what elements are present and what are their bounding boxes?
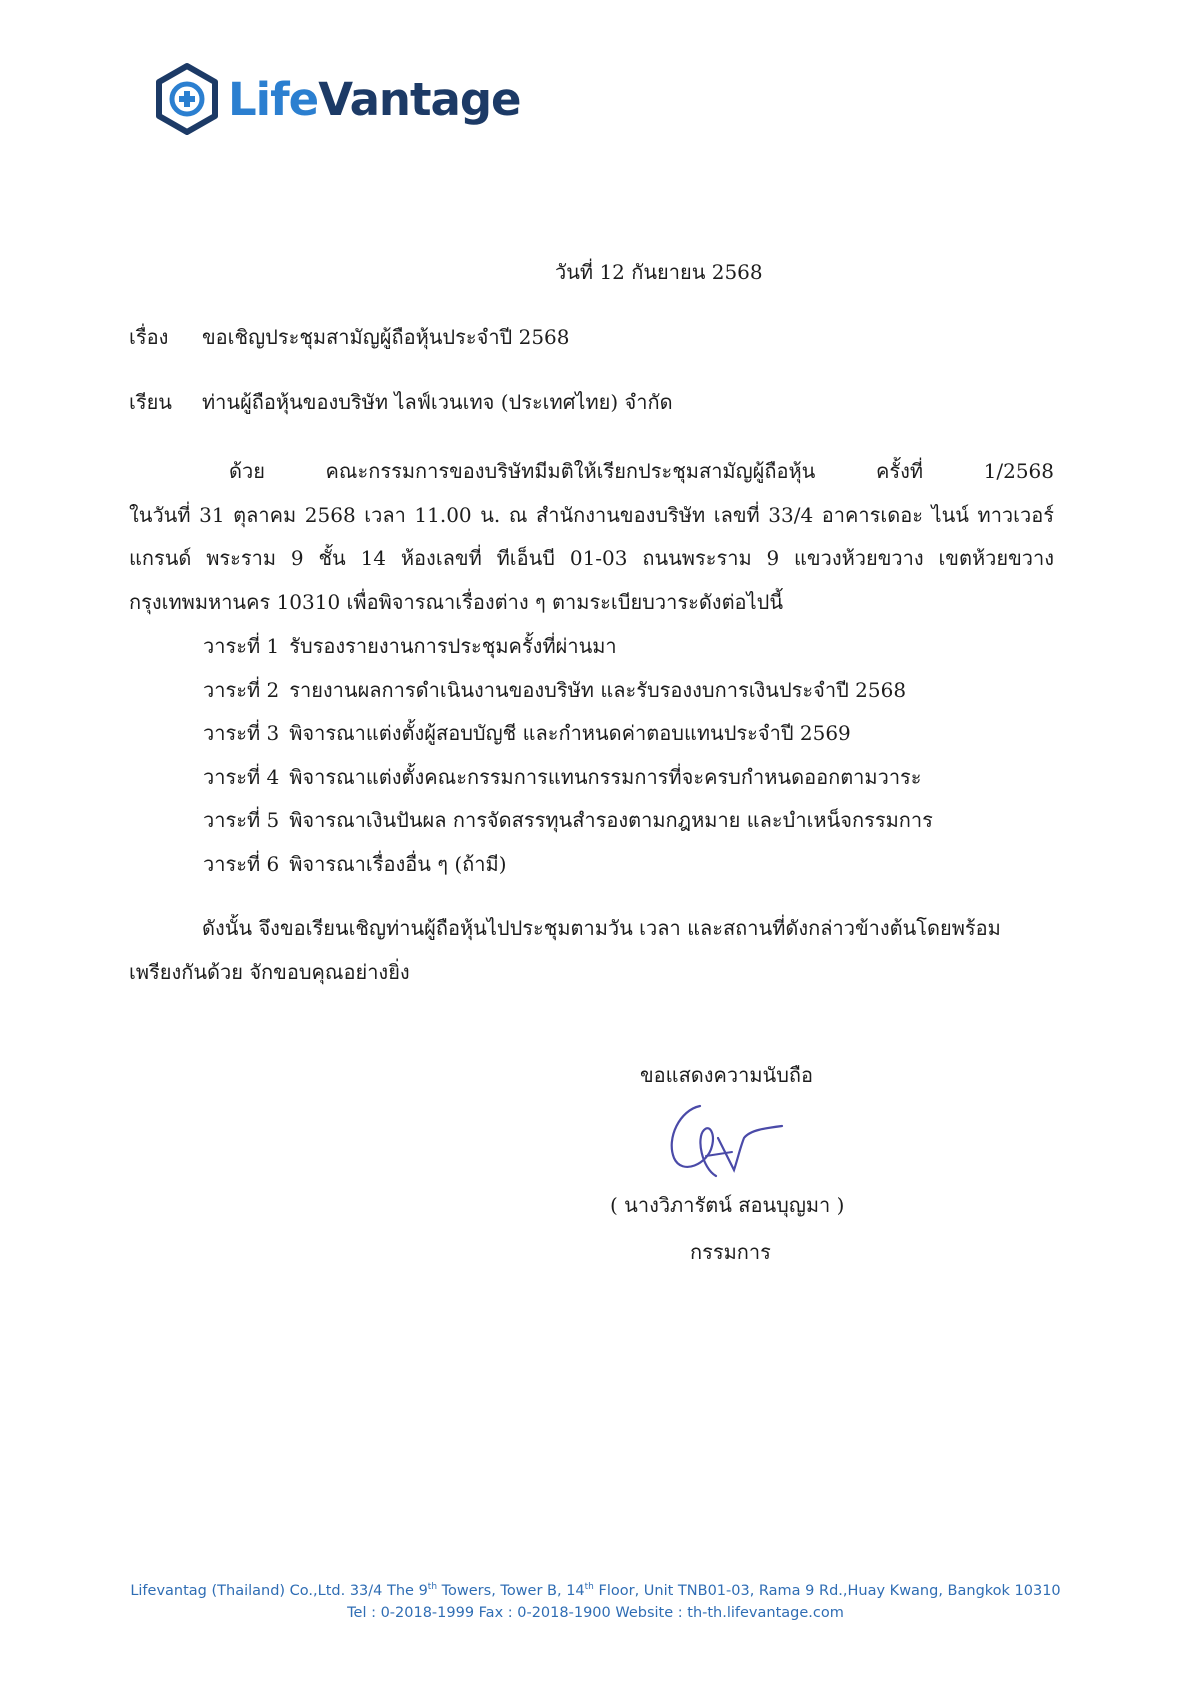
hexagon-plus-icon bbox=[154, 62, 220, 136]
subject-text: ขอเชิญประชุมสามัญผู้ถือหุ้นประจำปี 2568 bbox=[202, 325, 570, 349]
footer-address-part: Floor, Unit TNB01-03, Rama 9 Rd.,Huay Kwang, Bangkok 10310 bbox=[593, 1583, 1061, 1599]
agenda-text: พิจารณาเรื่องอื่น ๆ (ถ้ามี) bbox=[289, 851, 507, 876]
agenda-label: วาระที่ 3 bbox=[203, 721, 280, 745]
closing-line: ดังนั้น จึงขอเรียนเชิญท่านผู้ถือหุ้นไปประชุมตามวัน เวลา และสถานที่ดังกล่าวข้างต้นโดยพร้อม bbox=[202, 916, 1001, 940]
agenda-item bbox=[203, 674, 933, 718]
agenda-list bbox=[203, 630, 933, 891]
footer-superscript: th bbox=[427, 1582, 438, 1593]
signer-name: ( นางวิภารัตน์ สอนบุญมา ) bbox=[610, 1193, 845, 1217]
agenda-text: รับรองรายงานการประชุมครั้งที่ผ่านมา bbox=[289, 634, 617, 658]
body-line: ในวันที่ 31 ตุลาคม 2568 เวลา 11.00 น. ณ สำนักงานของบริษัท เลขที่ 33/4 อาคารเดอะ ไนน์ ทาวเวอร์ bbox=[129, 502, 1054, 527]
recipient-text: ท่านผู้ถือหุ้นของบริษัท ไลฟ์เวนเทจ (ประเทศไทย) จำกัด bbox=[202, 390, 673, 414]
agenda-item bbox=[203, 761, 933, 805]
recipient-label: เรียน bbox=[129, 390, 172, 414]
agenda-item bbox=[203, 630, 933, 674]
body-line: แกรนด์ พระราม 9 ชั้น 14 ห้องเลขที่ ทีเอ็นบี 01-03 ถนนพระราม 9 แขวงห้วยขวาง เขตห้วยขวาง bbox=[129, 546, 1054, 570]
agenda-text: พิจารณาแต่งตั้งคณะกรรมการแทนกรรมการที่จะครบกำหนดออกตามวาระ bbox=[289, 764, 922, 789]
agenda-item bbox=[203, 804, 933, 848]
footer-superscript: th bbox=[584, 1582, 594, 1593]
footer-address bbox=[0, 1583, 1191, 1599]
regards-text: ขอแสดงความนับถือ bbox=[640, 1063, 814, 1087]
agenda-item bbox=[203, 848, 933, 892]
handwritten-signature bbox=[660, 1098, 790, 1178]
agenda-label: วาระที่ 2 bbox=[203, 677, 280, 702]
logo-wordmark bbox=[228, 72, 521, 126]
closing-line: เพรียงกันด้วย จักขอบคุณอย่างยิ่ง bbox=[129, 959, 410, 984]
logo-text-vantage: Vantage bbox=[318, 72, 521, 126]
agenda-label: วาระที่ 1 bbox=[203, 634, 280, 658]
body-line: ด้วย คณะกรรมการของบริษัทมีมติให้เรียกประชุมสามัญผู้ถือหุ้น ครั้งที่ 1/2568 bbox=[229, 459, 1054, 483]
letter-body bbox=[129, 455, 1054, 629]
footer-address-part: Lifevantag (Thailand) Co.,Ltd. 33/4 The 9 bbox=[130, 1583, 428, 1599]
subject-label: เรื่อง bbox=[129, 325, 169, 349]
company-logo bbox=[154, 62, 521, 136]
body-line: กรุงเทพมหานคร 10310 เพื่อพิจารณาเรื่องต่าง ๆ ตามระเบียบวาระดังต่อไปนี้ bbox=[129, 589, 783, 614]
agenda-text: พิจารณาแต่งตั้งผู้สอบบัญชี และกำหนดค่าตอบแทนประจำปี 2569 bbox=[289, 721, 851, 745]
signer-title: กรรมการ bbox=[690, 1240, 771, 1264]
logo-text-life: Life bbox=[228, 72, 319, 126]
agenda-text: พิจารณาเงินปันผล การจัดสรรทุนสำรองตามกฎหมาย และบำเหน็จกรรมการ bbox=[289, 808, 933, 832]
letter-date: วันที่ 12 กันยายน 2568 bbox=[555, 260, 763, 284]
agenda-label: วาระที่ 5 bbox=[203, 808, 280, 832]
footer-contact: Tel : 0-2018-1999 Fax : 0-2018-1900 Website : th-th.lifevantage.com bbox=[347, 1605, 844, 1621]
closing-paragraph bbox=[129, 912, 1009, 999]
agenda-label: วาระที่ 6 bbox=[203, 851, 280, 876]
footer-address-part: Towers, Tower B, 14 bbox=[437, 1583, 585, 1599]
agenda-label: วาระที่ 4 bbox=[203, 764, 280, 789]
agenda-text: รายงานผลการดำเนินงานของบริษัท และรับรองงบการเงินประจำปี 2568 bbox=[289, 677, 907, 702]
agenda-item bbox=[203, 717, 933, 761]
